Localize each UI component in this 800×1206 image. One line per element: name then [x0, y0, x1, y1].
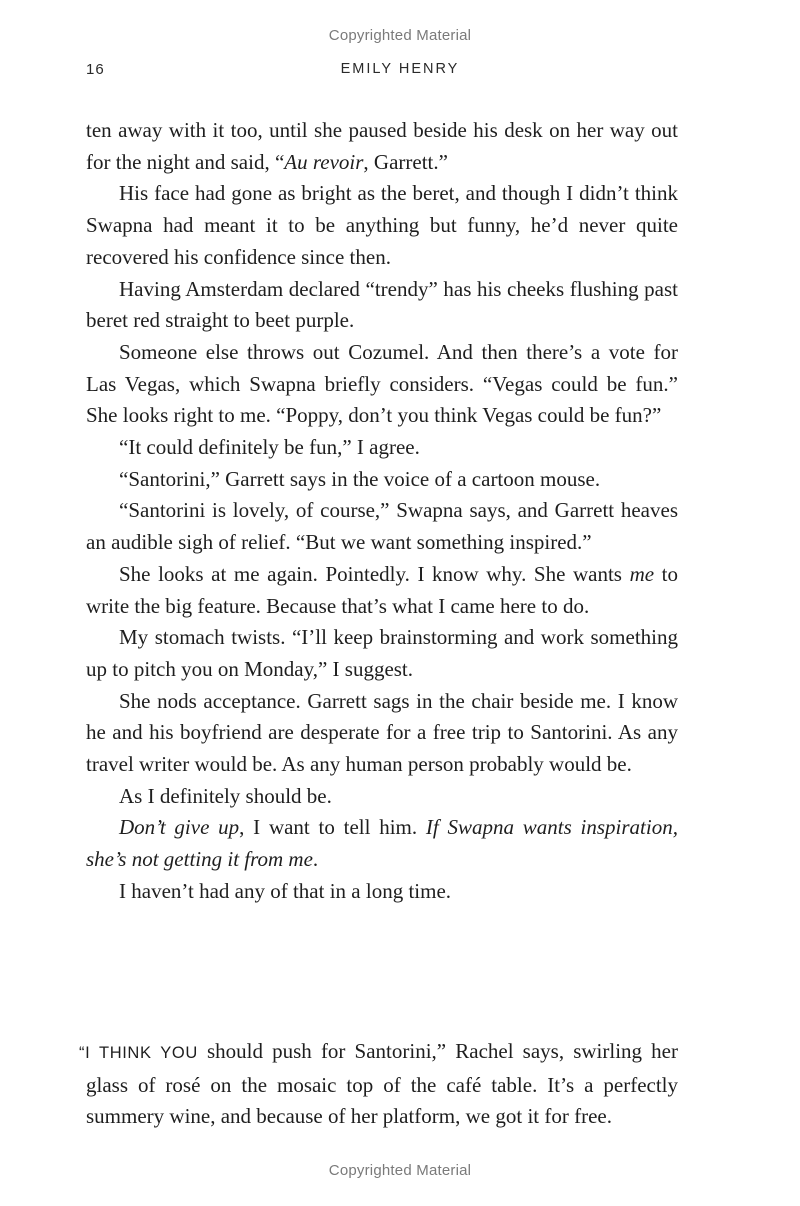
section-2-lead-in: “I THINK YOU [79, 1044, 198, 1062]
running-head-author: EMILY HENRY [340, 61, 460, 77]
copyright-watermark-top: Copyrighted Material [328, 27, 472, 44]
paragraph-9: My stomach twists. “I’ll keep brainstorming and work something up to pitch you on Monday,” I suggest. [86, 625, 678, 681]
paragraph-8-text-c: to write the big feature. Because that’s what I came here to do. [86, 561, 678, 618]
page-number: 16 [86, 61, 105, 78]
paragraph-8 [86, 559, 678, 622]
section-2-text-rest: should push for Santorini,” Rachel says, swirling her glass of rosé on the mosaic top of the café table. It’s a perfectly summery wine, and because of her platform, we got it for free. [86, 1039, 679, 1129]
paragraph-8-text-a: She looks at me again. Pointedly. I know why. She wants [119, 561, 630, 586]
paragraph-12-italic-c: If Swapna wants inspiration, she’s not getting it from me [86, 815, 678, 872]
paragraph-10: She nods acceptance. Garrett sags in the chair beside me. I know he and his boyfriend are desperate for a free trip to Santorini. As any travel writer would be. As any human person probably would be. [86, 688, 678, 777]
section-2-paragraph-1 [79, 1036, 679, 1133]
body-text [86, 115, 678, 908]
paragraph-3: Having Amsterdam declared “trendy” has his cheeks flushing past beret red straight to beet purple. [86, 276, 678, 333]
paragraph-6: “Santorini,” Garrett says in the voice of a cartoon mouse. [119, 466, 601, 491]
paragraph-7: “Santorini is lovely, of course,” Swapna says, and Garrett heaves an audible sigh of relief. “But we want something inspired.” [86, 498, 678, 555]
paragraph-4: Someone else throws out Cozumel. And then there’s a vote for Las Vegas, which Swapna briefly considers. “Vegas could be fun.” She looks right to me. “Poppy, don’t you think Vegas could be fun?” [86, 339, 678, 428]
paragraph-12-text-b: , I want to tell him. [239, 815, 426, 840]
paragraph-12-italic-a: Don’t give up [119, 815, 240, 840]
paragraph-2: His face had gone as bright as the beret, and though I didn’t think Swapna had meant it to be anything but funny, he’d never quite recovered his confidence since then. [86, 181, 678, 269]
paragraph-1-text-c: , Garrett.” [363, 149, 448, 174]
paragraph-1-italic: Au revoir [284, 149, 364, 174]
paragraph-1 [86, 115, 678, 178]
paragraph-12 [86, 812, 678, 875]
paragraph-11: As I definitely should be. [119, 783, 332, 808]
paragraph-5: “It could definitely be fun,” I agree. [119, 435, 420, 460]
section-2-text [79, 1036, 679, 1133]
paragraph-1-text-a: ten away with it too, until she paused beside his desk on her way out for the night and said, “ [86, 118, 678, 174]
paragraph-13: I haven’t had any of that in a long time. [119, 878, 452, 903]
copyright-watermark-bottom: Copyrighted Material [328, 1162, 472, 1179]
paragraph-12-text-d: . [312, 847, 319, 872]
paragraph-8-italic: me [629, 561, 655, 586]
